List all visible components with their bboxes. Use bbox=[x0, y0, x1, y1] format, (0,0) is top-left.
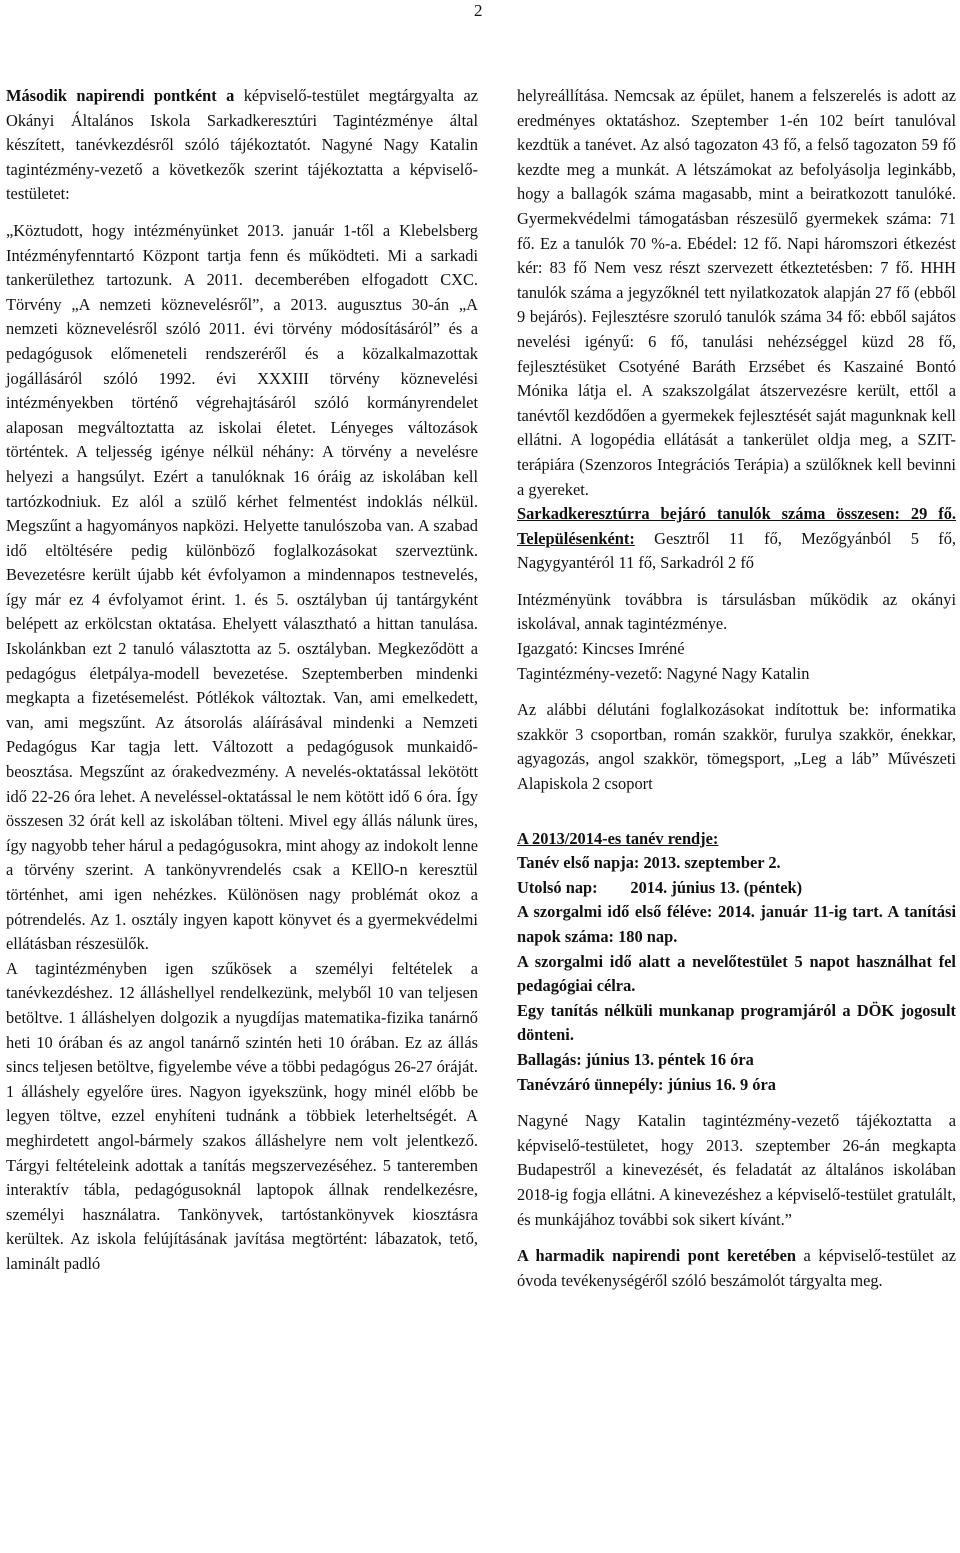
second-agenda-lead: Második napirendi pontként a bbox=[6, 86, 235, 105]
second-agenda-paragraph bbox=[6, 84, 478, 207]
bus-students-text: Gesztről 11 fő, Mezőgyánból 5 fő, Nagygyantéról 11 fő, Sarkadról 2 fő bbox=[517, 528, 956, 573]
head-line: Tagintézmény-vezető: Nagyné Nagy Katalin bbox=[517, 663, 810, 683]
schedule-line: A szorgalmi idő első féléve: 2014. január 11-ig tart. A tanítási napok száma: 180 nap. bbox=[517, 902, 956, 946]
schedule-line: Tanévzáró ünnepély: június 16. 9 óra bbox=[517, 1074, 776, 1094]
third-agenda-lead: A harmadik napirendi pont keretében bbox=[517, 1246, 797, 1266]
third-agenda-paragraph bbox=[517, 1244, 956, 1293]
page-number: 2 bbox=[474, 1, 483, 20]
schedule-line: Utolsó nap: 2014. június 13. (péntek) bbox=[517, 877, 803, 897]
report-paragraph-1: „Köztudott, hogy intézményünket 2013. január 1-től a Klebelsberg Intézményfenntartó Központ tartja fenn és működteti. Mi a sarkadi tankerülethez tartozunk. A 2011. decemberében elfogadott CXC. Törvény „A nemzeti köznevelésről”, a 2013. augusztus 30-án „A nemzeti köznevelésről szóló 2011. évi törvény módosításáról” és a pedagógusok előmeneteli rendszeréről és a közalkalmazottak jogállásáról szóló 1992. évi XXXIII törvény köznevelési intézményekben történő végrehajtásáról szóló kormányrendelet alaposan megváltoztatta az iskolai életet. Lényeges változások történtek. A teljesség igénye nélkül néhány: A törvény a nevelésre helyezi a hangsúlyt. Ezért a tanulóknak 16 óráig az iskolában kell tartózkodniuk. Ez alól a szülő kérhet felmentést indoklás nélkül. Megszűnt a hagyományos napközi. Helyette tanulószoba van. A szabad idő eltöltésére pedig különböző foglalkozásokat szerveztünk. Bevezetésre került újabb két évfolyamon a mindennapos testnevelés, így már ez 4 évfolyamot érint. 1. és 5. osztályban új tantárgyként belépett az erkölcstan oktatása. Ehelyett választható a hittan tanulása. Iskolánkban ezt 2 tanuló választotta az 5. osztályban. Megkeződött a pedagógus életpálya-modell bevezetése. Szeptemberben mindenki megkapta a fizetésemelést. Pótlékok változtak. Van, ami emelkedett, van, ami megszűnt. Az átsorolás aláírásával mindenki a Nemzeti Pedagógus Kar tagja lett. Változott a pedagógusok munkaidő-beosztása. Megszűnt az órakedvezmény. A nevelés-oktatással lekötött idő 22-26 óra lehet. A neveléssel-oktatással le nem kötött idő 6 óra. Így összesen 32 órát kell az iskolában tölteni. Mivel egy állás nálunk üres, így nagyobb teher hárul a pedagógusokra, mint ahogy az indokolt lenne a törvény szerint. A tankönyvrendelés csak a KEllO-n keresztül történhet, ami igen nehézkes. Különösen nagy problémát okoz a pótrendelés. Az 1. osztály ingyen kapott könyvet és a gyermekvédelmi ellátásban részesülők. bbox=[6, 220, 478, 954]
third-agenda-text: a képviselő-testület az óvoda tevékenységéről szóló beszámolót tárgyalta meg. bbox=[517, 1246, 957, 1290]
left-column bbox=[6, 84, 478, 1277]
director-line: Igazgató: Kincses Imréné bbox=[517, 639, 685, 659]
report-paragraph-2: A tagintézményben igen szűkösek a személyi feltételek a tanévkezdéshez. 12 álláshellyel rendelkezünk, melyből 10 van teljesen betöltve. 1 álláshelyen dolgozik a nyugdíjas matematika-fizika tanárnő heti 10 órában és az angol tanárnő szintén heti 10 órában. Ez az állás sincs teljesen betöltve, figyelembe véve a többi pedagógus 26-27 óráját. 1 álláshely egyelőre üres. Nagyon igyekszünk, hogy minél előbb be legyen töltve, ezzel enyhíteni tudnánk a többiek leterheltségét. A meghirdetett angol-bármely szakos álláshelyre nem volt jelentkező. Tárgyi feltételeink adottak a tanítás megszervezéséhez. 5 tanteremben interaktív tábla, pedagógusoknál laptopok állnak rendelkezésre, személyi használatra. Tankönyvek, tartóstankönyvek kiosztásra kerültek. Az iskola felújításának javítása megtörtént: lábazatok, tető, laminált padló bbox=[6, 958, 478, 1273]
bus-students-paragraph bbox=[517, 502, 956, 576]
by-settlement-heading: Településenként: bbox=[517, 528, 635, 548]
schedule-heading: A 2013/2014-es tanév rendje: bbox=[517, 828, 719, 848]
association-paragraph: Intézményünk továbbra is társulásban működik az okányi iskolával, annak tagintézménye. bbox=[517, 589, 956, 634]
schedule-line: Egy tanítás nélküli munkanap programjáról a DÖK jogosult dönteni. bbox=[517, 1000, 956, 1045]
schedule-line: Tanév első napja: 2013. szeptember 2. bbox=[517, 853, 781, 873]
second-agenda-text: képviselő-testület megtárgyalta az Okányi Általános Iskola Sarkadkeresztúri Tagintézménye által készített, tanévkezdésről szóló tájékoztatót. Nagyné Nagy Katalin tagintézmény-vezető a következők szerint tájékoztatta a képviselő-testületet: bbox=[6, 86, 478, 204]
bus-students-heading: Sarkadkeresztúrra bejáró tanulók száma összesen: 29 fő. bbox=[517, 504, 956, 524]
schedule-line: Ballagás: június 13. péntek 16 óra bbox=[517, 1049, 754, 1069]
report-paragraph-3: helyreállítása. Nemcsak az épület, hanem a felszerelés is adott az eredményes oktatáshoz. Szeptember 1-én 102 beírt tanulóval kezdtük a tanévet. Az alsó tagozaton 43 fő, a felső tagozaton 59 fő kezdte meg a munkát. A létszámokat az befolyásolja leginkább, hogy a ballagók száma magasabb, mint a beiratkozott tanulóké. Gyermekvédelmi támogatásban részesülő gyermekek száma: 71 fő. Ez a tanulók 70 %-a. Ebédel: 12 fő. Napi háromszori étkezést kér: 83 fő Nem vesz részt szervezett étkeztetésben: 7 fő. HHH tanulók száma a jegyzőknél tett nyilatkozatok alapján 27 fő (ebből 9 bejárós). Fejlesztésre szoruló tanulók száma 34 fő: ebből sajátos nevelési igényű: 6 fő, tanulási nehézséggel küzd 28 fő, fejlesztésüket Csotyéné Baráth Erzsébet és Kaszainé Bontó Mónika látja el. A szakszolgálat átszervezésre került, ettől a tanévtől kezdődően a gyermekek fejlesztését saját magunknak kell ellátni. A logopédia ellátását a tankerület oldja meg, a SZIT-terápiára (Szenzoros Integrációs Terápia) a szülőknek kell bevinni a gyereket. bbox=[517, 86, 956, 499]
activities-paragraph: Az alábbi délutáni foglalkozásokat indítottuk be: informatika szakkör 3 csoportban, román szakkör, furulya szakkör, énekkar, agyagozás, angol szakkör, tömegsport, „Leg a láb” Művészeti Alapiskola 2 csoport bbox=[517, 700, 956, 794]
appointment-paragraph: Nagyné Nagy Katalin tagintézmény-vezető tájékoztatta a képviselő-testületet, hogy 2013. szeptember 26-án megkapta Budapestről a kinevezését, és feladatát az általános iskolában 2018-ig fogja ellátni. A kinevezéshez a képviselő-testület gratulált, és munkájához további sok sikert kívánt.” bbox=[517, 1111, 956, 1229]
right-column bbox=[517, 84, 956, 1293]
schedule-line: A szorgalmi idő alatt a nevelőtestület 5 napot használhat fel pedagógiai célra. bbox=[517, 951, 956, 996]
